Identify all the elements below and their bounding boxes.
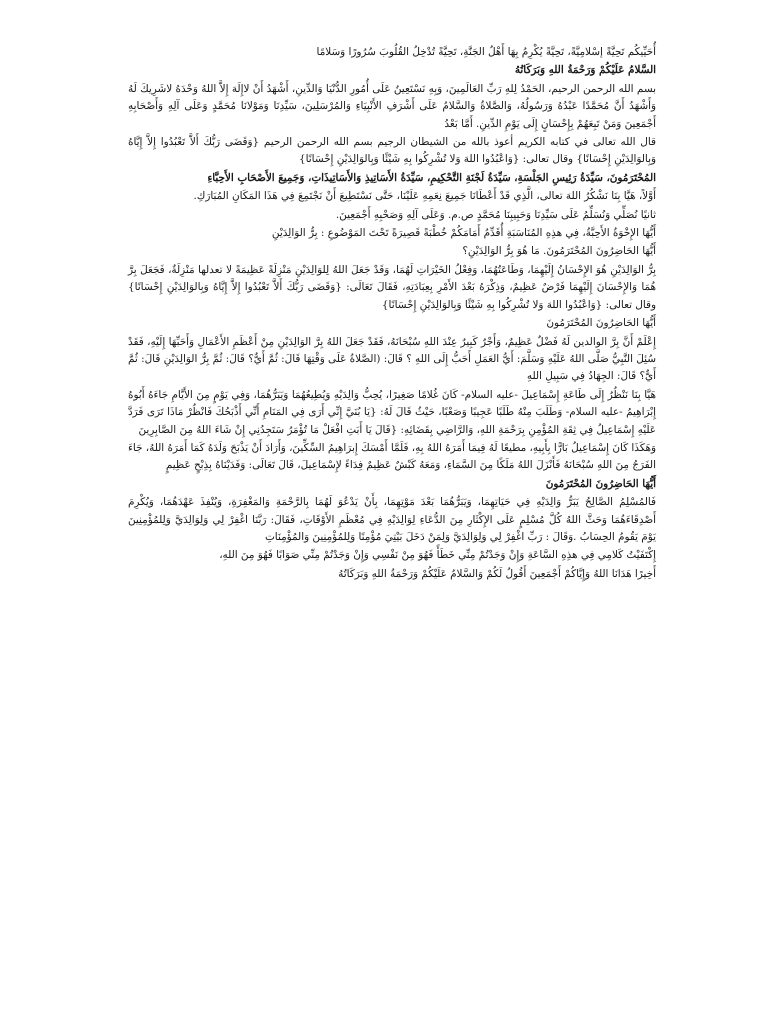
- definition-paragraph: بِرُّ الوَالِدَيْنِ هُوَ الإِحْسَانُ إِلَيْهِمَا، وَطَاعَتُهُمَا، وَفِعْلُ الخَيْرَاتِ لَهُمَا، وَقَدْ جَعَلَ اللهُ لِلوَالِدَيْنِ مَنْزِلَةً عَظِيمَةً لا تعدلها مَنْزِلَةٌ، فَجَعَلَ بِرَّ هُمَا وَالإِحْسَانَ إِلَيْهِمَا فَرْضٌ عَظِيمٌ، وَذِكْرَهُ بَعْدَ الأَمْرِ بِعِبَادَتِهِ، فَقَالَ تَعَالَى: {وَقَضَى رَبُّكَ أَلاَّ تَعْبُدُوا إِلاَّ إِيَّاهُ وَبِالوَالِدَيْنِ إِحْسَانًا} وقال تعالى: {وَاعْبُدُوا اللهَ وَلا تُشْرِكُوا بِهِ شَيْئًا وَبِالوَالِدَيْنِ إِحْسَانًا}: [128, 263, 656, 311]
- thanks-first-paragraph: أَوَّلاً، هَيَّا بِنَا نَشْكُرُ اللهَ تعالى، الَّذِي قَدْ أَعْطَانَا جَمِيعَ نِعَمِهِ عَلَيْنَا، حَتَّى نَسْتَطِيعَ أَنْ نَجْتَمِعَ فِي هَذَا المَكَانِ المُبَارَكِ.: [193, 190, 656, 203]
- quran-verse-paragraph: قال الله تعالى في كتابه الكريم أعوذ بالله من الشيطان الرجيم بسم الله الرحمن الرحيم {وَقَضَى رَبُّكَ أَلاَّ تَعْبُدُوا إِلاَّ إِيَّاهُ وَبِالوَالِدَيْنِ إِحْسَانًا} وقال تعالى: {وَاعْبُدُوا اللهَ وَلا تُشْرِكُوا بِهِ شَيْئًا وَبِالوَالِدَيْنِ إِحْسَانًا}: [128, 136, 656, 166]
- question-what-is-birr: أَيُّهَا الحَاضِرُونَ المُحْتَرَمُونَ. مَا هُوَ بِرُّ الوَالِدَيْنِ؟: [462, 245, 656, 258]
- closing-paragraph: إِكْتَفَيْتُ كَلامِي فِي هذِهِ السَّاعَةِ وَإِنْ وَجَدْتُمْ مِنِّي خَطَأً فَهُوَ مِنْ نَفْسِي وَإِنْ وَجَدْتُمْ مِنِّي صَوَابًا فَهُوَ مِنَ اللهِ،: [219, 549, 656, 562]
- topic-paragraph: أَيُّهَا الإِخْوَةُ الأَحِبَّةُ، فِي هذِهِ المُنَاسَبَةِ أُقَدِّمُ أَمَامَكُمْ خُطْبَةً قَصِيرَةً تَحْتَ المَوْضُوعِ : بِرُّ الوَالِدَيْنِ: [271, 227, 656, 240]
- final-salam-paragraph: أَخِيرًا هَدَانَا اللهُ وَإِيَّاكُمْ أَجْمَعِينَ أَقُولُ لَكُمْ وَالسَّلامُ عَلَيْكُمْ وَرَحْمَةُ اللهِ وَبَرَكَاتُهُ: [338, 567, 656, 580]
- thanks-second-paragraph: ثانيًا نُصَلِّي وَنُسَلِّمُ عَلَى سَيِّدِنَا وَحَبِيبِنَا مُحَمَّدٍ ص.م. وَعَلَى آلِهِ وَصَحْبِهِ أَجْمَعِينَ.: [335, 208, 656, 221]
- ismail-story-paragraph: هَيَّا بِنَا نَنْظُرُ إِلَى طَاعَةِ إِسْمَاعِيلَ -عليه السلام- كَانَ غُلامًا صَغِيرًا، يُحِبُّ وَالِدَيْهِ وَيُطِيعُهُمَا وَيَبَرُّهُمَا، وَفِي يَوْمٍ مِنَ الأَيَّامِ جَاءَهُ أَبُوهُ إِبْرَاهِيمُ -عليه السلام- وَطَلَبَ مِنْهُ طَلَبًا عَجِيبًا وَصَعْبًا، حَيْثُ قَالَ لَهُ: {يَا بُنَيَّ إِنِّي أَرَى فِي المَنَامِ أَنِّي أَذْبَحُكَ فَانْظُرْ مَاذَا تَرَى فَرَدَّ عَلَيْهِ إِسْمَاعِيلُ فِي ثِقَةِ المُؤْمِنِ بِرَحْمَةِ اللهِ، وَالرَّاضِي بِقَضَائِهِ: {قَالَ يَا أَبَتِ افْعَلْ مَا تُؤْمَرُ سَتَجِدُنِي إِنْ شَاءَ اللهُ مِنَ الصَّابِرِينَ: [128, 388, 656, 436]
- audience-address-third: أَيُّهَا الحَاضِرُونَ المُحْتَرَمُونَ: [545, 477, 656, 490]
- audience-address: المُحْتَرَمُونَ، سَيِّدَةُ رَئِيسِ الجَلْسَةِ، سَيِّدَةُ لَجْنَةِ التَّحْكِيمِ، سَيِّدَةُ الأَسَاتِيذِ وَالأَسَاتِيذَاتِ، وَجَمِيعَ الأَصْحَابِ الأَحِبَّاءِ: [207, 171, 656, 184]
- speech-document: [128, 44, 656, 584]
- salam-line: السَّلامُ عَلَيْكُمْ وَرَحْمَةُ اللهِ وَبَرَكَاتُهُ: [514, 64, 656, 77]
- basmala-paragraph: بسم الله الرحمن الرحيم، الحَمْدُ لِلهِ رَبِّ العَالَمِينَ، وَبِهِ نَسْتَعِينُ عَلَى أُمُورِ الدُّنْيَا وَالدِّينِ، أَشْهَدُ أَنْ لاإِلَهَ إِلاَّ اللهُ وَحْدَهُ لاشَرِيكَ لَهُ وَأَشْهَدُ أَنَّ مُحَمَّدًا عَبْدُهُ وَرَسُولُهُ، وَالصَّلاةُ وَالسَّلامُ عَلَى أَشْرَفِ الأَنْبِيَاءِ وَالمُرْسَلِينَ، سَيِّدِنَا وَمَوْلانَا مُحَمَّدٍ وَعَلَى آلِهِ وَأَصْحَابِهِ أَجْمَعِينَ وَمَنْ تَبِعَهُمْ بِإِحْسَانٍ إِلَى يَوْمِ الدِّينِ. أَمَّا بَعْدُ: [128, 82, 656, 130]
- ismail-obedience-paragraph: وَهَكَذَا كَانَ إِسْمَاعِيلُ بَارًّا بِأَبِيهِ، مطيعًا لَهُ فِيمَا أَمَرَهُ اللهُ بِهِ، فَلَمَّا أَمْسَكَ إِبرَاهِيمُ السِّكِّينَ، وَأَرَادَ أَنْ يَذْبَحَ وَلَدَهُ كَمَا أَمَرَهُ اللهُ، جَاءَ الفَرَجُ مِنَ اللهِ سُبْحَانَهُ فَأَنْزَلَ اللهُ مَلَكًا مِنَ السَّمَاءِ، وَمَعَهُ كَبْشٌ عَظِيمٌ فِدَاءً لإِسْمَاعِيلَ، قَالَ تَعَالَى: وَفَدَيْنَاهُ بِذِبْحٍ عَظِيمٍ: [128, 441, 656, 472]
- greeting-paragraph: أُحَيِّيكُم تَحِيَّةً إسْلامِيَّةً، تَحِيَّةً يُكْرِمُ بِهَا أَهْلُ الجَنَّةِ، تَحِيَّةً تُدْخِلُ القُلُوبَ سُرُورًا وَسَلامًا: [316, 46, 656, 58]
- audience-address-second: أَيُّهَا الحَاضِرُونَ المُحْتَرَمُونَ: [546, 317, 656, 330]
- dua-paragraph: فَالمُسْلِمُ الصَّالِحُ يَبَرُّ وَالِدَيْهِ فِي حَيَاتِهِمَا، وَيَبَرُّهُمَا بَعْدَ مَوْتِهِمَا، بِأَنْ يَدْعُوَ لَهُمَا بِالرَّحْمَةِ وَالمَغْفِرَةِ، وَيُنْفِذَ عَهْدَهُمَا، وَيُكْرِمَ أَصْدِقَاءَهُمَا وَحَثَّ اللهُ كُلَّ مُسْلِمٍ عَلَى الإِكْثَارِ مِنَ الدُّعَاءِ لِوَالِدَيْهِ فِي مُعْظَمِ الأَوْقَاتِ، فَقَالَ: رَبَّنَا اغْفِرْ لِي وَلِوَالِدَيَّ وَلِلمُؤْمِنِينَ يَوْمَ يَقُومُ الحِسَابُ .وَقَالَ : رَبِّ اغْفِرْ لِي وَلِوَالِدَيَّ وَلِمَنْ دَخَلَ بَيْتِيَ مُؤْمِنًا وَلِلمُؤْمِنِينَ وَالمُؤْمِنَاتِ: [128, 496, 656, 543]
- hadith-paragraph: إِعْلَمْ أَنَّ بِرَّ الوالدين لَهُ فَضْلٌ عَظِيمٌ، وَأَجْرٌ كَبِيرٌ عِنْدَ اللهِ سُبْحَانَهُ، فَقَدْ جَعَلَ اللهُ بِرَّ الوَالِدَيْنِ مِنْ أَعْظَمِ الأَعْمَالِ وَأَحَبِّهَا إِلَيْهِ، فَقَدْ سُئِلَ النَّبِيُّ صَلَّى اللهُ عَلَيْهِ وَسَلَّمَ: أَيُّ العَمَلِ أَحَبُّ إِلَى اللهِ ؟ قَالَ: (الصَّلاةُ عَلَى وَقْتِهَا قَالَ: ثُمَّ أَيٌّ؟ قَالَ: ثُمَّ بِرُّ الوَالِدَيْنِ قَالَ: ثُمَّ أَيٌّ؟ قَالَ: الجِهَادُ فِي سَبِيلِ اللهِ: [128, 335, 656, 383]
